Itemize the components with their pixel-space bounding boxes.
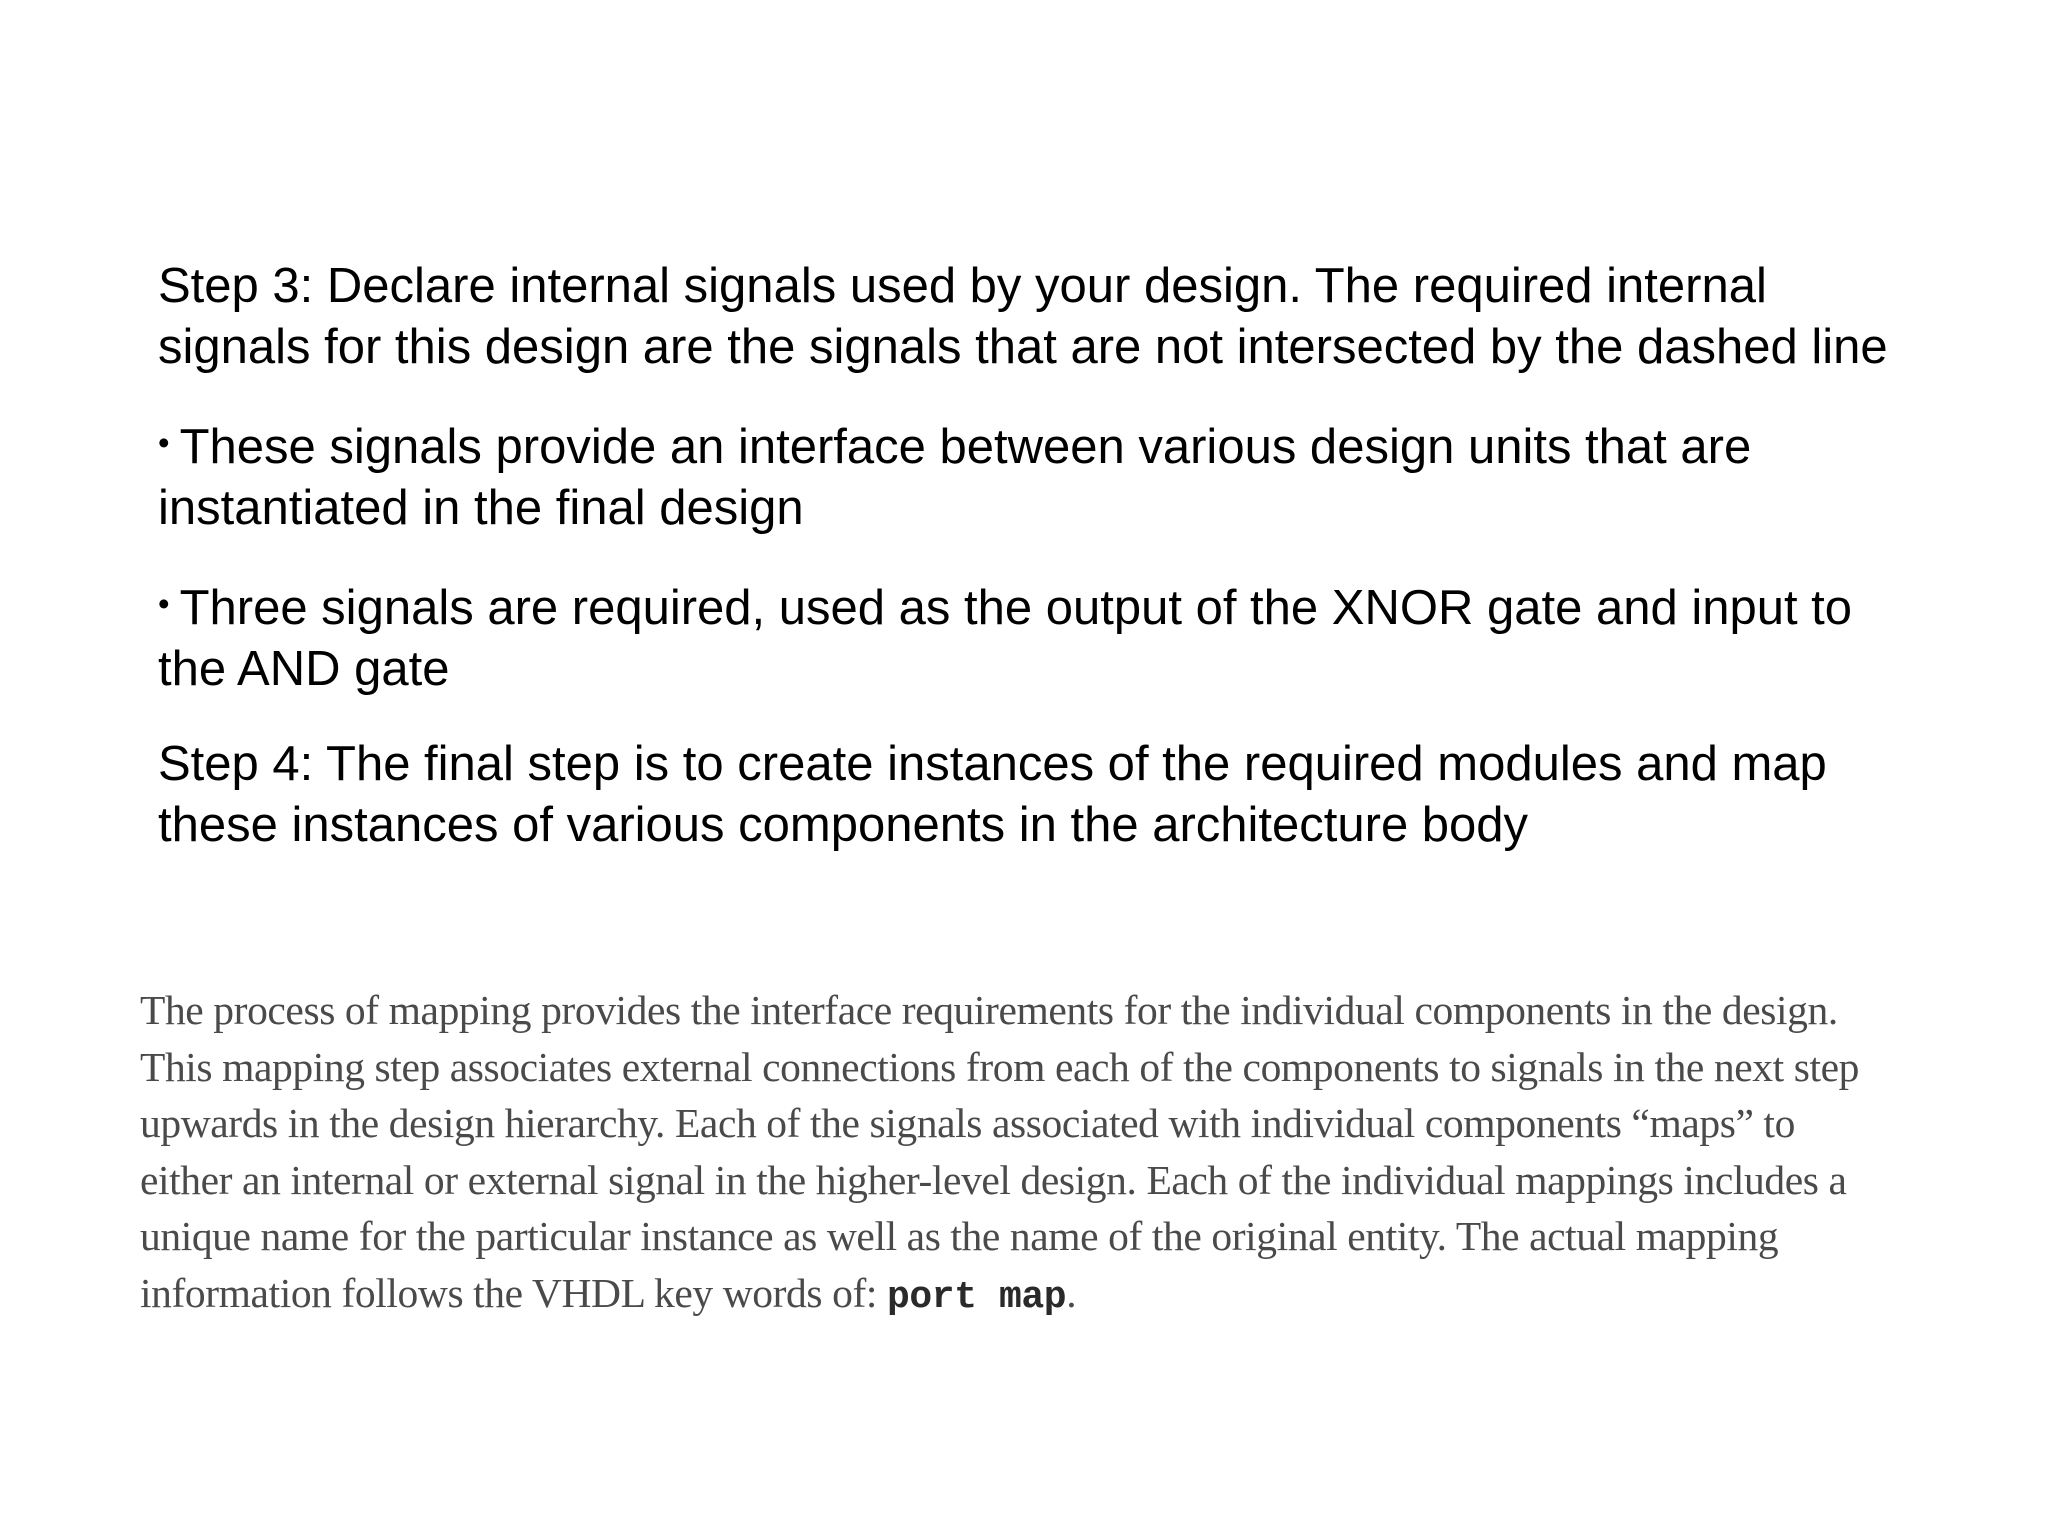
bullet-text: Three signals are required, used as the output of the XNOR gate and input to the AND gate — [158, 581, 1853, 696]
port-map-keyword: port map — [886, 1275, 1067, 1319]
bullet-item — [158, 573, 1918, 700]
bullet-icon: • — [158, 424, 170, 461]
bullet-icon: • — [158, 585, 170, 622]
bullet-item — [158, 412, 1918, 539]
excerpt-text: The process of mapping provides the interface requirements for the individual components in the design. This mapping step associates external connections from each of the components to signals in the next step upwards in the design hierarchy. Each of the signals associated with individual components “maps” to either an internal or external signal in the higher-level design. Each of the individual mappings includes a unique name for the particular instance as well as the name of the original entity. The actual mapping information follows the VHDL key words of: — [140, 987, 1859, 1316]
step-4-text: Step 4: The final step is to create instances of the required modules and map these instances of various components in the architecture body — [158, 737, 1827, 852]
slide-body — [158, 256, 1918, 890]
bullet-text: These signals provide an interface between various design units that are instantiated in the final design — [158, 420, 1752, 535]
textbook-excerpt — [140, 982, 1860, 1326]
step-3-text: Step 3: Declare internal signals used by your design. The required internal signals for this design are the signals that are not intersected by the dashed line — [158, 259, 1888, 374]
excerpt-end: . — [1066, 1269, 1077, 1316]
